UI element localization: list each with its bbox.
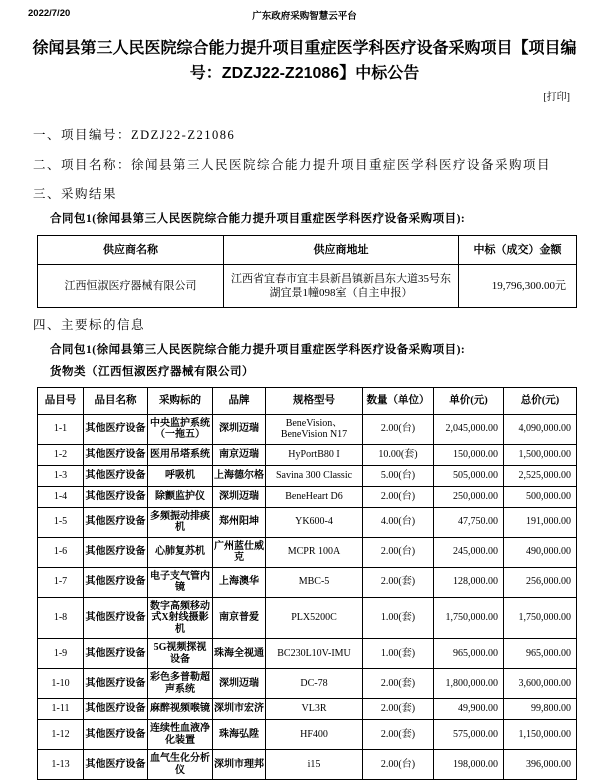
table-cell: 深圳迈瑞 xyxy=(213,414,266,444)
column-header: 数量（单位） xyxy=(363,388,434,415)
table-cell: 2.00(套) xyxy=(363,699,434,720)
table-cell: BC230L10V-IMU xyxy=(266,639,363,669)
table-cell: 除颤监护仪 xyxy=(148,486,213,507)
section-heading-project-name: 二、项目名称：徐闻县第三人民医院综合能力提升项目重症医学科医疗设备采购项目 xyxy=(33,158,552,172)
print-meta-bar xyxy=(0,0,609,21)
table-cell: 其他医疗设备 xyxy=(84,537,148,567)
table-row xyxy=(38,639,577,669)
section-heading-project-number: 一、项目编号：ZDZJ22-Z21086 xyxy=(33,128,236,142)
table-cell: 1-3 xyxy=(38,465,84,486)
table-cell: 2.00(台) xyxy=(363,486,434,507)
table-cell: 1,500,000.00 xyxy=(504,444,577,465)
table-cell: 1.00(套) xyxy=(363,597,434,639)
table-cell: 505,000.00 xyxy=(434,465,504,486)
table-cell: 其他医疗设备 xyxy=(84,669,148,699)
table-cell: 血气生化分析仪 xyxy=(148,750,213,780)
table-cell: 1-11 xyxy=(38,699,84,720)
table-cell: 1-8 xyxy=(38,597,84,639)
table-cell: BeneVision、BeneVision N17 xyxy=(266,414,363,444)
table-row xyxy=(38,507,577,537)
table-cell: 多频振动排痰机 xyxy=(148,507,213,537)
page-title: 徐闻县第三人民医院综合能力提升项目重症医学科医疗设备采购项目【项目编号：ZDZJ22-Z21086】中标公告 xyxy=(32,40,577,82)
table-cell: 心肺复苏机 xyxy=(148,537,213,567)
table-cell: 连续性血液净化装置 xyxy=(148,720,213,750)
table-cell: 2.00(台) xyxy=(363,750,434,780)
table-cell: 中央监护系统（一拖五） xyxy=(148,414,213,444)
table-cell: 250,000.00 xyxy=(434,486,504,507)
table-cell: 256,000.00 xyxy=(504,567,577,597)
table-cell: 其他医疗设备 xyxy=(84,444,148,465)
table-cell: 深圳迈瑞 xyxy=(213,486,266,507)
column-header: 供应商地址 xyxy=(224,236,459,265)
table-cell: 彩色多普勒超声系统 xyxy=(148,669,213,699)
table-cell: 1.00(套) xyxy=(363,639,434,669)
print-button[interactable]: [打印] xyxy=(543,92,570,103)
header-row xyxy=(38,236,577,265)
table-cell: 3,600,000.00 xyxy=(504,669,577,699)
table-cell: 1,750,000.00 xyxy=(504,597,577,639)
table-cell: 2.00(套) xyxy=(363,720,434,750)
table-row xyxy=(38,699,577,720)
table-cell: 191,000.00 xyxy=(504,507,577,537)
table-row xyxy=(38,537,577,567)
table-cell: 1-2 xyxy=(38,444,84,465)
table-cell: 49,900.00 xyxy=(434,699,504,720)
table-cell: 1-6 xyxy=(38,537,84,567)
section-heading-procurement-result: 三、采购结果 xyxy=(33,187,118,201)
table-cell: 1-9 xyxy=(38,639,84,669)
contract-package-line-subject: 合同包1(徐闻县第三人民医院综合能力提升项目重症医学科医疗设备采购项目): xyxy=(50,344,466,356)
table-cell: 深圳迈瑞 xyxy=(213,669,266,699)
table-cell: 965,000.00 xyxy=(434,639,504,669)
table-cell: MCPR 100A xyxy=(266,537,363,567)
table-cell: 4.00(台) xyxy=(363,507,434,537)
table-cell: 5G视频探视设备 xyxy=(148,639,213,669)
table-row xyxy=(38,597,577,639)
table-cell: 575,000.00 xyxy=(434,720,504,750)
table-cell: 490,000.00 xyxy=(504,537,577,567)
column-header: 总价(元) xyxy=(504,388,577,415)
column-header: 规格型号 xyxy=(266,388,363,415)
table-cell: 1,150,000.00 xyxy=(504,720,577,750)
table-cell: 396,000.00 xyxy=(504,750,577,780)
table-row xyxy=(38,414,577,444)
table-cell: 1,800,000.00 xyxy=(434,669,504,699)
table-cell: 5.00(台) xyxy=(363,465,434,486)
table-cell: 其他医疗设备 xyxy=(84,639,148,669)
table-cell: 其他医疗设备 xyxy=(84,486,148,507)
table-cell: 其他医疗设备 xyxy=(84,507,148,537)
table-cell: 数字高频移动式X射线摄影机 xyxy=(148,597,213,639)
print-date: 2022/7/20 xyxy=(28,8,71,19)
column-header: 供应商名称 xyxy=(38,236,224,265)
table-cell: 广州蓝仕威克 xyxy=(213,537,266,567)
table-cell: 其他医疗设备 xyxy=(84,750,148,780)
table-cell: Savina 300 Classic xyxy=(266,465,363,486)
table-row xyxy=(38,465,577,486)
header-row xyxy=(38,388,577,415)
table-cell: 19,796,300.00元 xyxy=(459,265,577,308)
table-cell: YK600-4 xyxy=(266,507,363,537)
table-cell: 1-7 xyxy=(38,567,84,597)
table-cell: 1-10 xyxy=(38,669,84,699)
table-row xyxy=(38,265,577,308)
table-cell: 其他医疗设备 xyxy=(84,465,148,486)
table-cell: 2.00(台) xyxy=(363,537,434,567)
table-cell: 4,090,000.00 xyxy=(504,414,577,444)
column-header: 中标（成交）金额 xyxy=(459,236,577,265)
table-cell: 麻醉视频喉镜 xyxy=(148,699,213,720)
contract-package-line-result: 合同包1(徐闻县第三人民医院综合能力提升项目重症医学科医疗设备采购项目): xyxy=(50,213,466,225)
table-cell: MBC-5 xyxy=(266,567,363,597)
column-header: 采购标的 xyxy=(148,388,213,415)
table-cell: 1-1 xyxy=(38,414,84,444)
table-cell: 其他医疗设备 xyxy=(84,597,148,639)
table-cell: 47,750.00 xyxy=(434,507,504,537)
table-cell: 198,000.00 xyxy=(434,750,504,780)
table-cell: 2,525,000.00 xyxy=(504,465,577,486)
column-header: 品目号 xyxy=(38,388,84,415)
table-row xyxy=(38,720,577,750)
table-cell: HF400 xyxy=(266,720,363,750)
table-cell: HyPortB80 I xyxy=(266,444,363,465)
table-cell: 其他医疗设备 xyxy=(84,414,148,444)
table-cell: 深圳市宏济 xyxy=(213,699,266,720)
table-cell: 江西省宜春市宜丰县新昌镇新昌东大道35号东湖宜景1幢098室（自主申报） xyxy=(224,265,459,308)
table-cell: 2,045,000.00 xyxy=(434,414,504,444)
table-cell: 1-13 xyxy=(38,750,84,780)
table-cell: 呼吸机 xyxy=(148,465,213,486)
table-cell: 珠海全视通 xyxy=(213,639,266,669)
table-row xyxy=(38,669,577,699)
table-cell: 上海德尔格 xyxy=(213,465,266,486)
table-cell: 电子支气管内镜 xyxy=(148,567,213,597)
table-cell: DC-78 xyxy=(266,669,363,699)
column-header: 单价(元) xyxy=(434,388,504,415)
table-cell: 1,750,000.00 xyxy=(434,597,504,639)
table-cell: 2.00(套) xyxy=(363,669,434,699)
table-cell: 深圳市理邦 xyxy=(213,750,266,780)
table-row xyxy=(38,567,577,597)
table-cell: 珠海弘陞 xyxy=(213,720,266,750)
table-cell: PLX5200C xyxy=(266,597,363,639)
section-heading-main-subject-info: 四、主要标的信息 xyxy=(33,318,146,332)
column-header: 品目名称 xyxy=(84,388,148,415)
table-cell: BeneHeart D6 xyxy=(266,486,363,507)
table-cell: VL3R xyxy=(266,699,363,720)
table-cell: 500,000.00 xyxy=(504,486,577,507)
table-cell: 上海澳华 xyxy=(213,567,266,597)
table-cell: 1-4 xyxy=(38,486,84,507)
column-header: 品牌 xyxy=(213,388,266,415)
table-cell: 128,000.00 xyxy=(434,567,504,597)
goods-category-line: 货物类（江西恒淑医疗器械有限公司） xyxy=(50,366,254,378)
table-cell: 其他医疗设备 xyxy=(84,720,148,750)
table-cell: 965,000.00 xyxy=(504,639,577,669)
table-cell: 医用吊塔系统 xyxy=(148,444,213,465)
table-cell: i15 xyxy=(266,750,363,780)
platform-name: 广东政府采购智慧云平台 xyxy=(252,11,357,22)
table-row xyxy=(38,444,577,465)
supplier-result-table xyxy=(37,235,577,308)
table-row xyxy=(38,750,577,780)
table-cell: 江西恒淑医疗器械有限公司 xyxy=(38,265,224,308)
items-table xyxy=(37,387,577,780)
table-cell: 郑州阳坤 xyxy=(213,507,266,537)
table-cell: 99,800.00 xyxy=(504,699,577,720)
table-cell: 其他医疗设备 xyxy=(84,567,148,597)
table-cell: 1-5 xyxy=(38,507,84,537)
table-cell: 10.00(套) xyxy=(363,444,434,465)
table-cell: 2.00(套) xyxy=(363,567,434,597)
table-cell: 2.00(台) xyxy=(363,414,434,444)
table-cell: 南京迈瑞 xyxy=(213,444,266,465)
print-row xyxy=(0,88,609,101)
table-cell: 1-12 xyxy=(38,720,84,750)
table-row xyxy=(38,486,577,507)
table-cell: 150,000.00 xyxy=(434,444,504,465)
table-cell: 245,000.00 xyxy=(434,537,504,567)
table-cell: 南京普爱 xyxy=(213,597,266,639)
table-cell: 其他医疗设备 xyxy=(84,699,148,720)
